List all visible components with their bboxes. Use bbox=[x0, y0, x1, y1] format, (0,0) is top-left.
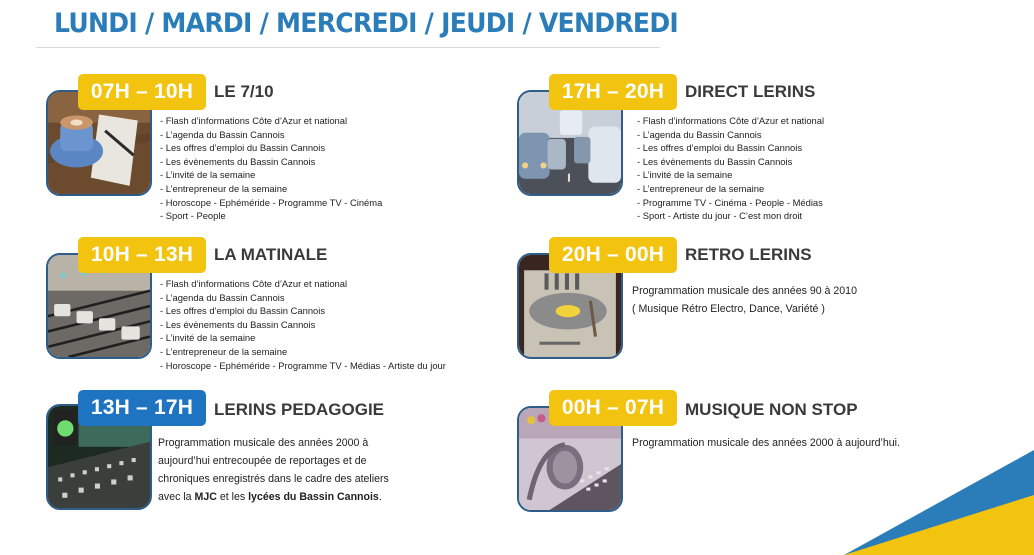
list-item: - L’entrepreneur de la semaine bbox=[160, 182, 288, 194]
schedule-block-lerins-pedagogie bbox=[40, 390, 510, 520]
list-item: - Programme TV - Cinéma - People - Médias bbox=[637, 196, 823, 208]
list-item: - Les offres d’emploi du Bassin Cannois bbox=[160, 142, 326, 154]
list-item: - Sport - Artiste du jour - C’est mon droit bbox=[637, 210, 803, 222]
show-title: RETRO LERINS bbox=[685, 245, 812, 264]
show-description bbox=[632, 282, 857, 318]
schedule-block-direct-lerins bbox=[511, 74, 981, 222]
time-badge: 07H – 10H bbox=[78, 74, 206, 110]
description-line: Programmation musicale des années 2000 à bbox=[158, 437, 369, 449]
list-item: - L’invité de la semaine bbox=[637, 169, 733, 181]
time-badge: 17H – 20H bbox=[549, 74, 677, 110]
list-item: - L’agenda du Bassin Cannois bbox=[160, 291, 285, 303]
lycees-bold: lycées du Bassin Cannois bbox=[248, 491, 379, 503]
list-item: - Les offres d’emploi du Bassin Cannois bbox=[160, 305, 326, 317]
show-content-list bbox=[160, 277, 446, 372]
list-item: - L’agenda du Bassin Cannois bbox=[160, 128, 285, 140]
list-item: - Les offres d’emploi du Bassin Cannois bbox=[637, 142, 803, 154]
show-content-list bbox=[637, 114, 824, 223]
time-badge: 13H – 17H bbox=[78, 390, 206, 426]
show-description bbox=[158, 434, 389, 506]
show-title: DIRECT LERINS bbox=[685, 82, 816, 101]
text-segment: avec la bbox=[158, 491, 195, 503]
corner-decoration bbox=[830, 430, 1034, 555]
list-item: - L’agenda du Bassin Cannois bbox=[637, 128, 762, 140]
list-item: - Les évènements du Bassin Cannois bbox=[637, 155, 793, 167]
description-line: Programmation musicale des années 2000 à aujourd’hui. bbox=[632, 437, 900, 449]
text-segment: . bbox=[378, 491, 382, 503]
page-title: LUNDI / MARDI / MERCREDI / JEUDI / VENDREDI bbox=[54, 8, 679, 39]
time-badge: 00H – 07H bbox=[549, 390, 677, 426]
mjc-bold: MJC bbox=[194, 491, 217, 503]
list-item: - Flash d’informations Côte d’Azur et national bbox=[160, 115, 348, 126]
list-item: - Horoscope - Ephéméride - Programme TV - Médias - Artiste du jour bbox=[160, 359, 446, 371]
text-segment: et les bbox=[216, 491, 249, 503]
list-item: - L’invité de la semaine bbox=[160, 169, 256, 181]
list-item: - L’invité de la semaine bbox=[160, 332, 256, 344]
schedule-block-le-7-10 bbox=[40, 74, 510, 222]
show-title: LERINS PEDAGOGIE bbox=[214, 400, 385, 419]
list-item: - Les évènements du Bassin Cannois bbox=[160, 318, 316, 330]
show-title: LE 7/10 bbox=[214, 82, 274, 101]
list-item: - L’entrepreneur de la semaine bbox=[160, 345, 288, 357]
list-item: - Sport - People bbox=[160, 210, 226, 222]
list-item: - Flash d’informations Côte d’Azur et national bbox=[160, 278, 348, 289]
description-line: ( Musique Rétro Electro, Dance, Variété ) bbox=[632, 303, 825, 315]
time-badge: 10H – 13H bbox=[78, 237, 206, 273]
show-title: LA MATINALE bbox=[214, 245, 328, 264]
show-title: MUSIQUE NON STOP bbox=[685, 400, 858, 419]
description-line: aujourd’hui entrecoupée de reportages et de bbox=[158, 455, 367, 467]
schedule-block-la-matinale bbox=[40, 237, 510, 371]
list-item: - Flash d’informations Côte d’Azur et national bbox=[637, 115, 825, 126]
schedule-block-retro-lerins bbox=[511, 237, 981, 367]
show-content-list bbox=[160, 114, 382, 223]
description-line bbox=[158, 488, 389, 506]
list-item: - Les évènements du Bassin Cannois bbox=[160, 155, 316, 167]
list-item: - L’entrepreneur de la semaine bbox=[637, 182, 765, 194]
title-divider bbox=[36, 47, 660, 48]
time-badge: 20H – 00H bbox=[549, 237, 677, 273]
description-line: Programmation musicale des années 90 à 2010 bbox=[632, 285, 857, 297]
list-item: - Horoscope - Ephéméride - Programme TV - Cinéma bbox=[160, 196, 383, 208]
description-line: chroniques enregistrés dans le cadre des ateliers bbox=[158, 473, 389, 485]
